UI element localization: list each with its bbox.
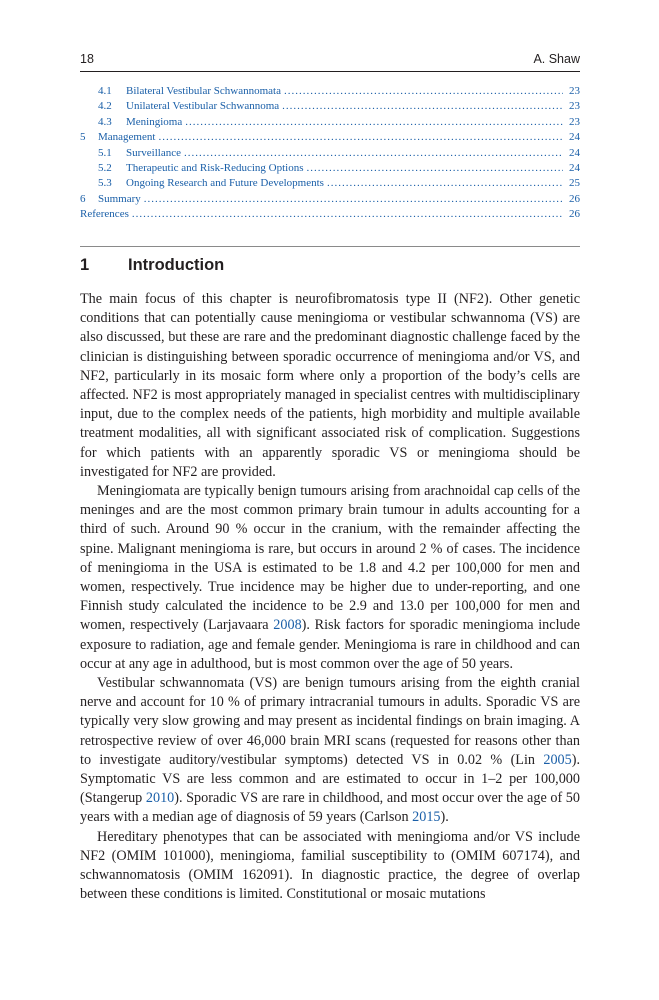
toc-entry-4-1[interactable]	[80, 84, 580, 99]
text-run: ). Risk factors for sporadic meningioma include exposure to radiation, age and female gender. Meningioma is rare in childhood and can occur at any age in adulthood, but is most common over the age of 50 years.	[80, 617, 580, 672]
toc-leader	[184, 146, 563, 161]
toc-title: Therapeutic and Risk-Reducing Options	[126, 161, 304, 174]
toc-title: Bilateral Vestibular Schwannomata	[126, 85, 281, 97]
toc-number: 4.2	[98, 100, 112, 113]
toc-entry-4-3[interactable]	[80, 115, 580, 130]
toc-entry-4-2[interactable]	[80, 99, 580, 114]
toc-title: References	[80, 208, 129, 221]
citation-link[interactable]: 2005	[543, 751, 572, 768]
toc-title: Ongoing Research and Future Developments	[126, 177, 324, 190]
text-run: Meningiomata are typically benign tumours arising from arachnoidal cap cells of the meninges and are the most common primary brain tumour in adults accounting for a third of such. Around 90 % occur in the cranium, with the remainder affecting the spine. Malignant meningioma is rare, but occurs in around 2 % of cases. The incidence of meningioma in the USA is estimated to be 1.8 and 4.2 per 100,000 for men and women, respectively. True incidence may be higher due to under-reporting, and one Finnish study calculated the incidence to be 2.9 and 13.0 per 100,000 for men and women, respectively (Larjavaara	[80, 483, 580, 634]
toc-entry-5[interactable]	[80, 130, 580, 145]
text-run: ). Symptomatic VS are less common and are estimated to occur in 1–2 per 100,000 (Stangerup	[80, 751, 580, 807]
toc-entry-6[interactable]	[80, 192, 580, 207]
citation-link[interactable]: 2008	[273, 617, 302, 634]
toc-page: 25	[569, 177, 580, 190]
toc-page: 23	[569, 100, 580, 113]
running-header	[80, 52, 580, 72]
section-number: 1	[80, 256, 90, 274]
table-of-contents	[80, 84, 580, 223]
toc-leader	[132, 207, 563, 222]
toc-title: Meningioma	[126, 115, 183, 128]
toc-leader	[327, 176, 563, 191]
toc-number: 5	[80, 131, 86, 144]
toc-page: 23	[569, 115, 580, 128]
toc-leader	[144, 192, 563, 207]
toc-number: 4.1	[98, 85, 112, 97]
toc-entry-5-2[interactable]	[80, 161, 580, 176]
toc-page: 23	[569, 85, 580, 97]
text-run: ).	[440, 809, 449, 826]
toc-leader	[185, 115, 563, 130]
toc-leader	[158, 130, 563, 145]
toc-entry-references[interactable]	[80, 207, 580, 222]
citation-link[interactable]: 2010	[145, 790, 175, 807]
text-run: Vestibular schwannomata (VS) are benign tumours arising from the eighth cranial nerve and account for 10 % of primary intracranial tumours in adults. Sporadic VS are typically very slow growing and may present as incidental findings on brain imaging. A retrospective review of over 46,000 brain MRI scans (requested for reasons other than to investigate auditory/vestibular symptoms) detected VS in 0.02 % (Lin	[80, 675, 580, 768]
toc-entry-5-1[interactable]	[80, 146, 580, 161]
toc-page: 24	[569, 131, 580, 144]
toc-entry-5-3[interactable]	[80, 176, 580, 191]
toc-title: Summary	[98, 192, 141, 205]
toc-page: 26	[569, 192, 580, 205]
toc-leader	[284, 84, 563, 99]
toc-number: 5.1	[98, 146, 112, 159]
paragraph-2	[80, 482, 580, 674]
running-author: A. Shaw	[533, 52, 580, 66]
toc-title: Surveillance	[126, 146, 181, 159]
citation-link[interactable]: 2015	[412, 809, 441, 826]
toc-title: Unilateral Vestibular Schwannoma	[126, 100, 280, 113]
toc-number: 5.3	[98, 177, 112, 190]
page-number: 18	[80, 52, 94, 66]
toc-number: 6	[80, 192, 86, 205]
section-title: Introduction	[128, 256, 225, 274]
toc-leader	[282, 99, 563, 114]
toc-page: 26	[569, 208, 580, 221]
toc-number: 5.2	[98, 161, 112, 174]
section-heading	[80, 256, 580, 275]
section-divider	[80, 246, 580, 247]
text-run: ). Sporadic VS are rare in childhood, and most occur over the age of 50 years with a median age of diagnosis of 59 years (Carlson	[80, 790, 580, 826]
paragraph-4: Hereditary phenotypes that can be associated with meningioma and/or VS include NF2 (OMIM 101000), meningioma, familial susceptibility to (OMIM 607174), and schwannomatosis (OMIM 162091). In diagnostic practice, the degree of overlap between these conditions is limited. Constitutional or mosaic mutations	[80, 828, 580, 903]
toc-page: 24	[569, 161, 580, 174]
toc-leader	[307, 161, 564, 176]
paragraph-3	[80, 674, 580, 828]
body-text	[80, 290, 580, 905]
paragraph-1: The main focus of this chapter is neurofibromatosis type II (NF2). Other genetic conditions that can potentially cause meningioma or vestibular schwannoma (VS) are also discussed, but these are rare and the predominant diagnostic challenge faced by the clinician is distinguishing between sporadic occurrence of meningioma and/or VS, and NF2, particularly in its mosaic form where only a proportion of the body’s cells are affected. NF2 is most appropriately managed in specialist centres with multidisciplinary input, due to the complex needs of the patients, high morbidity and multiple available treatment modalities, all with significant associated risk of complication. Suggestions for which patients with an apparently sporadic VS or meningioma should be investigated for NF2 are provided.	[80, 291, 580, 480]
toc-page: 24	[569, 146, 580, 159]
toc-number: 4.3	[98, 115, 112, 128]
toc-title: Management	[98, 131, 156, 144]
header-rule	[80, 71, 580, 72]
